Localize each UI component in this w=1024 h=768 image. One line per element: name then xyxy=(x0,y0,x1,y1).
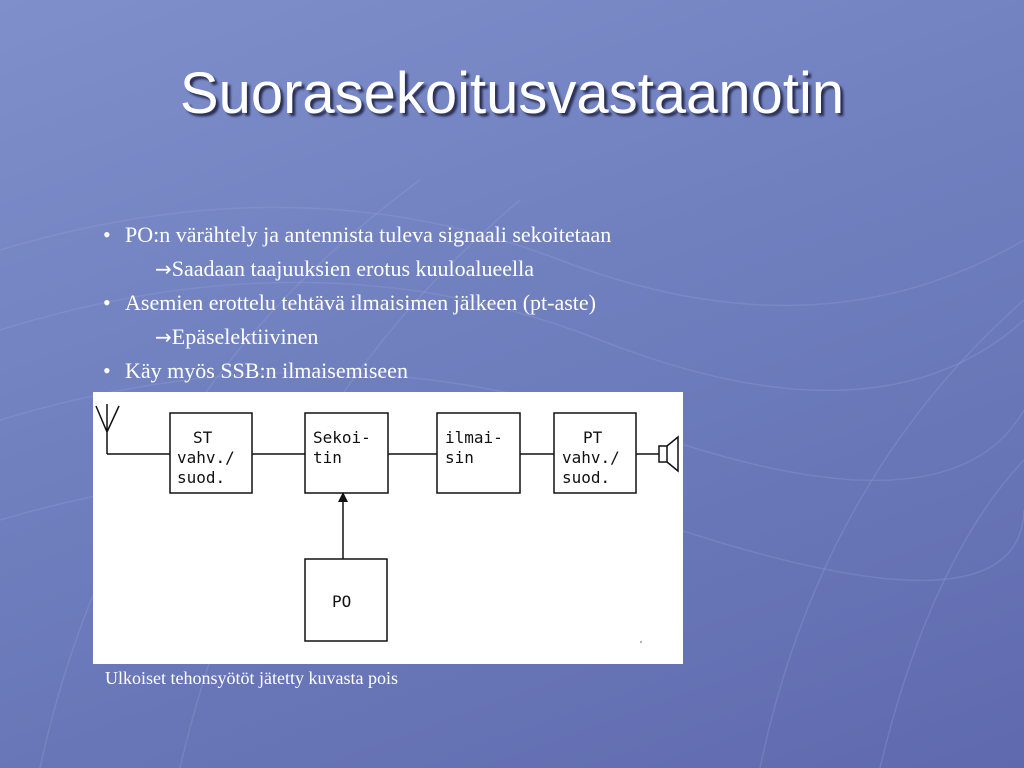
slide-title: Suorasekoitusvastaanotin xyxy=(179,61,845,126)
arrow-right-icon: → xyxy=(155,257,172,281)
block-label: vahv./ xyxy=(562,448,620,467)
bullet-item xyxy=(103,218,611,252)
block-label: suod. xyxy=(177,468,226,487)
block-label: tin xyxy=(313,448,342,467)
block-label: ST xyxy=(193,428,213,447)
bullet-item xyxy=(103,354,611,388)
block-label: suod. xyxy=(562,468,611,487)
bullet-text: Asemien erottelu tehtävä ilmaisimen jälkeen (pt-aste) xyxy=(125,290,596,315)
block-diagram xyxy=(93,392,683,664)
bullet-list xyxy=(103,218,611,388)
block-label: PT xyxy=(583,428,603,447)
block-label: Sekoi- xyxy=(313,428,371,447)
sub-item xyxy=(103,252,611,286)
sub-item xyxy=(103,320,611,354)
speaker-icon xyxy=(659,437,678,471)
block-label: sin xyxy=(445,448,474,467)
bullet-text: Käy myös SSB:n ilmaisemiseen xyxy=(125,358,408,383)
block-label: ilmai- xyxy=(445,428,503,447)
sub-item-text: Epäselektiivinen xyxy=(171,324,319,349)
block-label: vahv./ xyxy=(177,448,235,467)
sub-item-text: Saadaan taajuuksien erotus kuuloalueella xyxy=(171,256,535,281)
bullet-marker: • xyxy=(103,358,111,383)
bullet-item xyxy=(103,286,611,320)
antenna-icon xyxy=(96,404,119,454)
block-label: PO xyxy=(332,592,352,611)
bullet-marker: • xyxy=(103,222,111,247)
arrow-right-icon: → xyxy=(155,325,172,349)
bullet-marker: • xyxy=(103,290,111,315)
bullet-text: PO:n värähtely ja antennista tuleva signaali sekoitetaan xyxy=(125,222,612,247)
diagram-caption: Ulkoiset tehonsyötöt jätetty kuvasta pois xyxy=(105,668,398,688)
